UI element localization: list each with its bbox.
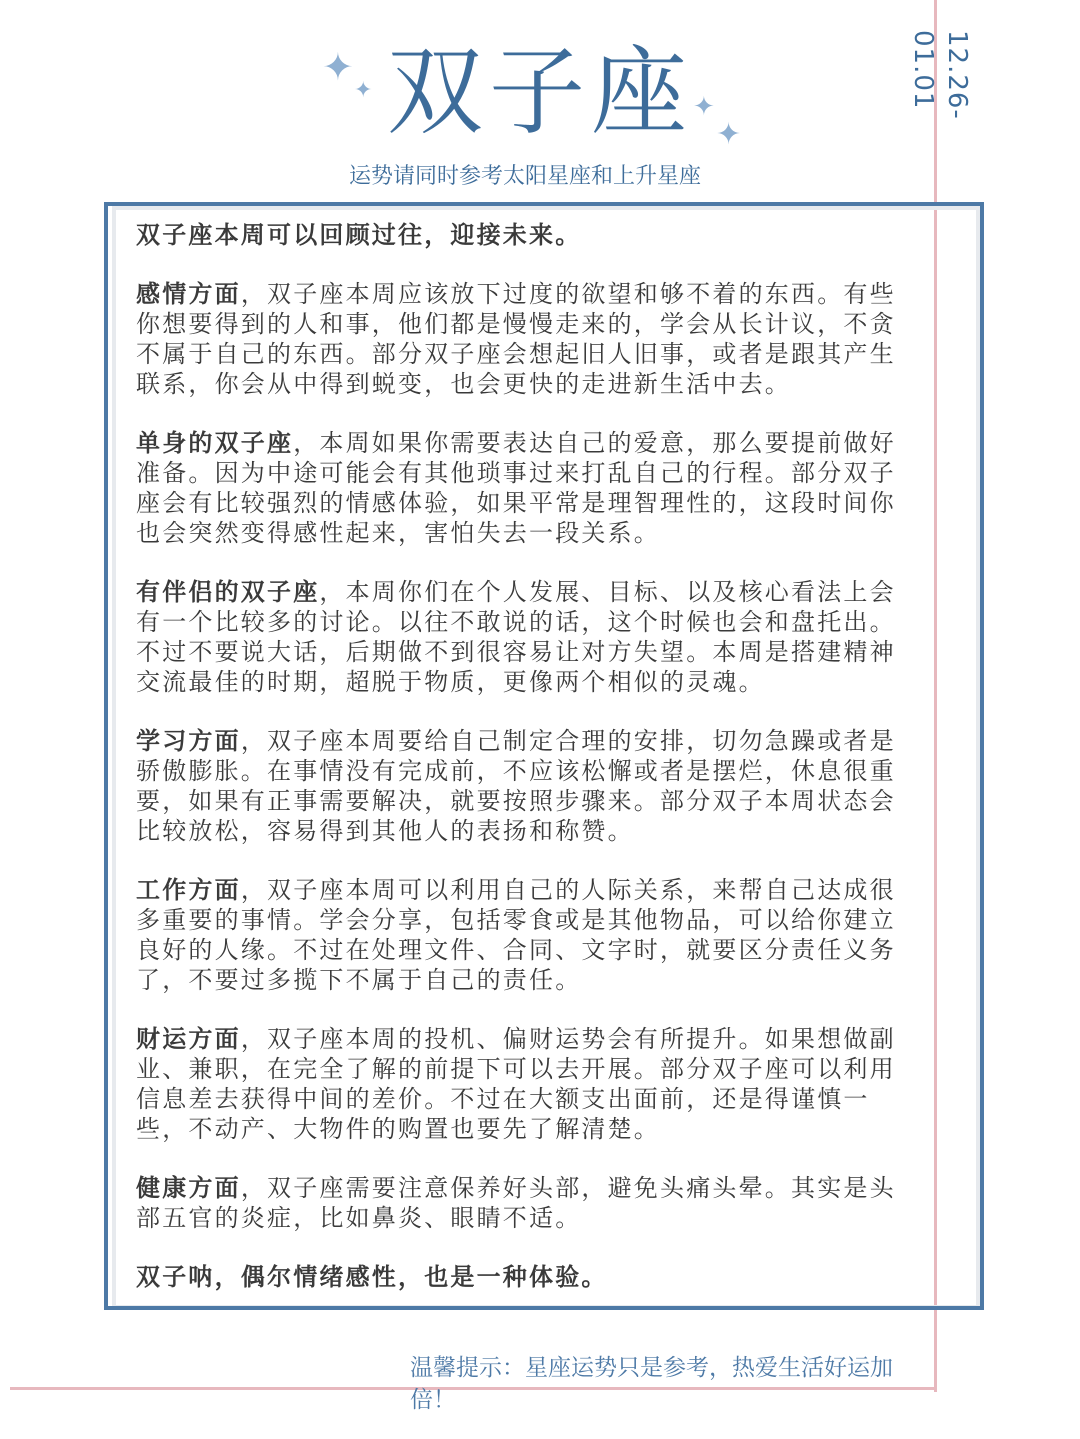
section-text: ，双子座本周要给自己制定合理的安排，切勿急躁或者是骄傲膨胀。在事情没有完成前，不应该松懈或者是摆烂，休息很重要，如果有正事需要解决，就要按照步骤来。部分双子本周状态会比较放松，容易得到其他人的表扬和称赞。 <box>136 727 896 845</box>
section-label: 学习方面 <box>136 727 241 755</box>
section-text: ，本周你们在个人发展、目标、以及核心看法上会有一个比较多的讨论。以往不敢说的话，这个时候也会和盘托出。不过不要说大话，后期做不到很容易让对方失望。本周是搭建精神交流最佳的时期，超脱于物质，更像两个相似的灵魂。 <box>136 578 896 696</box>
section-study <box>136 726 916 846</box>
section-love <box>136 279 916 399</box>
section-partnered <box>136 577 916 697</box>
section-label: 有伴侣的双子座 <box>136 578 320 606</box>
section-text: ，本周如果你需要表达自己的爱意，那么要提前做好准备。因为中途可能会有其他琐事过来打乱自己的行程。部分双子座会有比较强烈的情感体验，如果平常是理智理性的，这段时间你也会突然变得感性起来，害怕失去一段关系。 <box>136 429 896 547</box>
sparkle-icon: ✦ <box>693 92 715 122</box>
horoscope-content <box>136 220 916 1292</box>
sparkle-icon: ✦ <box>354 78 373 103</box>
sparkle-icon: ✦ <box>716 117 742 152</box>
section-label: 感情方面 <box>136 280 241 308</box>
outro-text: 双子呐，偶尔情绪感性，也是一种体验。 <box>136 1263 608 1291</box>
section-label: 健康方面 <box>136 1174 241 1202</box>
section-text: ，双子座本周的投机、偏财运势会有所提升。如果想做副业、兼职，在完全了解的前提下可以去开展。部分双子座可以利用信息差去获得中间的差价。不过在大额支出面前，还是得谨慎一些，不动产、大物件的购置也要先了解清楚。 <box>136 1025 896 1143</box>
intro-text: 双子座本周可以回顾过往，迎接未来。 <box>136 221 582 249</box>
page-subtitle: 运势请同时参考太阳星座和上升星座 <box>348 164 701 189</box>
section-label: 单身的双子座 <box>136 429 294 457</box>
sparkle-icon: ✦ <box>322 45 354 89</box>
section-text: ，双子座本周可以利用自己的人际关系，来帮自己达成很多重要的事情。学会分享，包括零食或是其他物品，可以给你建立良好的人缘。不过在处理文件、合同、文字时，就要区分责任义务了，不要过多揽下不属于自己的责任。 <box>136 876 896 994</box>
section-work <box>136 875 916 995</box>
section-single <box>136 428 916 548</box>
page-title: 双子座 <box>387 36 693 148</box>
section-wealth <box>136 1024 916 1144</box>
section-label: 工作方面 <box>136 876 241 904</box>
section-text: ，双子座需要注意保养好头部，避免头痛头晕。其实是头部五官的炎症，比如鼻炎、眼睛不适。 <box>136 1174 896 1232</box>
section-label: 财运方面 <box>136 1025 241 1053</box>
date-range: 12.26-01.01 <box>908 30 972 120</box>
section-text: ，双子座本周应该放下过度的欲望和够不着的东西。有些你想要得到的人和事，他们都是慢慢走来的，学会从长计议，不贪不属于自己的东西。部分双子座会想起旧人旧事，或者是跟其产生联系，你会从中得到蜕变，也会更快的走进新生活中去。 <box>136 280 896 398</box>
footer-tip: 温馨提示：星座运势只是参考，热爱生活好运加倍！ <box>410 1355 893 1413</box>
section-health <box>136 1173 916 1233</box>
